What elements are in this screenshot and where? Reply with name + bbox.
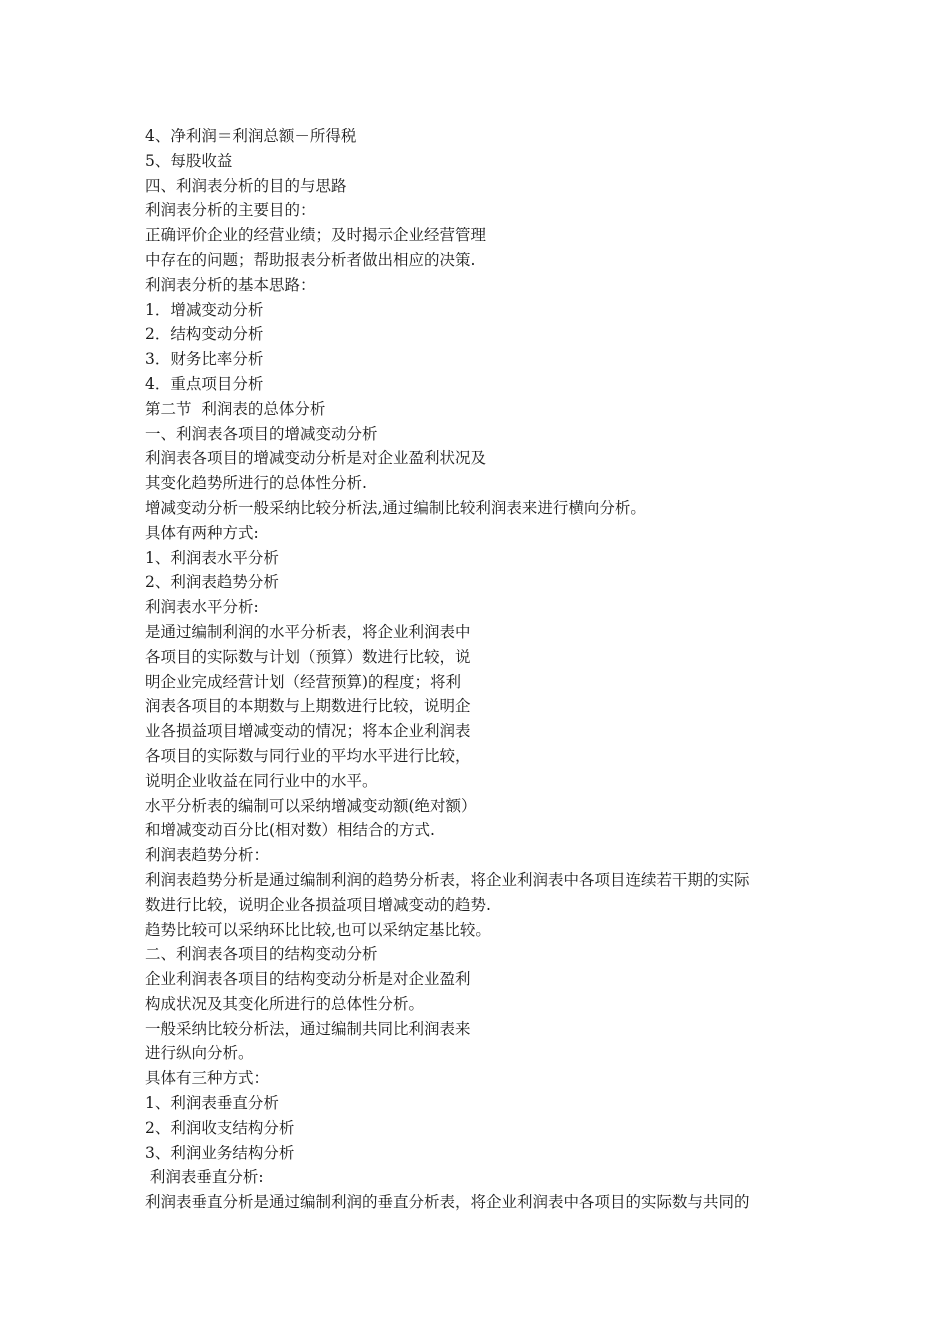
section-heading: 二、利润表各项目的结构变动分析 — [145, 945, 378, 964]
text-line: 中存在的问题；帮助报表分析者做出相应的决策. — [145, 250, 476, 269]
text-line: 是通过编制利润的水平分析表，将企业利润表中 — [145, 622, 471, 641]
text-line: 4、净利润＝利润总额－所得税 — [145, 127, 357, 145]
text-line: 说明企业收益在同行业中的水平。 — [145, 771, 378, 790]
text-line: 利润表垂直分析是通过编制利润的垂直分析表，将企业利润表中各项目的实际数与共同的 — [145, 1193, 750, 1212]
list-item: 1、利润表水平分析 — [145, 548, 279, 567]
text-line: 具体有三种方式： — [145, 1069, 270, 1088]
text-line: 利润表水平分析: — [145, 598, 259, 617]
text-line: 趋势比较可以采纳环比比较,也可以采纳定基比较。 — [145, 920, 491, 939]
text-line: 其变化趋势所进行的总体性分析. — [145, 474, 367, 493]
text-line: 利润表趋势分析是通过编制利润的趋势分析表，将企业利润表中各项目连续若干期的实际 — [145, 870, 750, 889]
text-line: 水平分析表的编制可以采纳增减变动额(绝对额） — [145, 796, 477, 815]
section-heading: 第二节 利润表的总体分析 — [145, 399, 326, 418]
text-line: 企业利润表各项目的结构变动分析是对企业盈利 — [145, 970, 471, 989]
text-line: 各项目的实际数与同行业的平均水平进行比较， — [145, 746, 471, 765]
list-item: 2．结构变动分析 — [145, 325, 264, 344]
text-line: 利润表分析的主要目的： — [145, 201, 316, 220]
list-item: 3．财务比率分析 — [145, 350, 264, 369]
text-line: 利润表趋势分析： — [145, 846, 270, 865]
section-heading: 一、利润表各项目的增减变动分析 — [145, 424, 378, 443]
section-heading: 四、利润表分析的目的与思路 — [145, 176, 347, 195]
list-item: 2、利润收支结构分析 — [145, 1118, 295, 1137]
text-line: 一般采纳比较分析法，通过编制共同比利润表来 — [145, 1019, 471, 1038]
text-line: 5、每股收益 — [145, 151, 233, 170]
text-line: 利润表分析的基本思路： — [145, 275, 316, 294]
text-line: 构成状况及其变化所进行的总体性分析。 — [145, 994, 425, 1013]
list-item: 1．增减变动分析 — [145, 300, 264, 319]
text-line: 增减变动分析一般采纳比较分析法,通过编制比较利润表来进行横向分析。 — [145, 498, 646, 517]
list-item: 2、利润表趋势分析 — [145, 573, 279, 592]
text-line: 进行纵向分析。 — [145, 1044, 254, 1063]
text-line: 明企业完成经营计划（经营预算)的程度；将利 — [145, 672, 462, 691]
text-line: 各项目的实际数与计划（预算）数进行比较，说 — [145, 647, 471, 666]
list-item: 1、利润表垂直分析 — [145, 1094, 279, 1113]
text-line: 和增减变动百分比(相对数）相结合的方式. — [145, 821, 435, 840]
text-line: 业各损益项目增减变动的情况；将本企业利润表 — [145, 722, 471, 741]
list-item: 3、利润业务结构分析 — [145, 1143, 295, 1162]
text-line: 润表各项目的本期数与上期数进行比较，说明企 — [145, 697, 471, 716]
text-line: 具体有两种方式: — [145, 523, 259, 542]
text-line: 利润表各项目的增减变动分析是对企业盈利状况及 — [145, 449, 487, 468]
text-line: 数进行比较，说明企业各损益项目增减变动的趋势. — [145, 895, 491, 914]
list-item: 4．重点项目分析 — [145, 374, 264, 393]
document-body — [145, 124, 825, 1215]
text-line: 正确评价企业的经营业绩；及时揭示企业经营管理 — [145, 226, 487, 245]
text-line: 利润表垂直分析: — [145, 1168, 264, 1187]
